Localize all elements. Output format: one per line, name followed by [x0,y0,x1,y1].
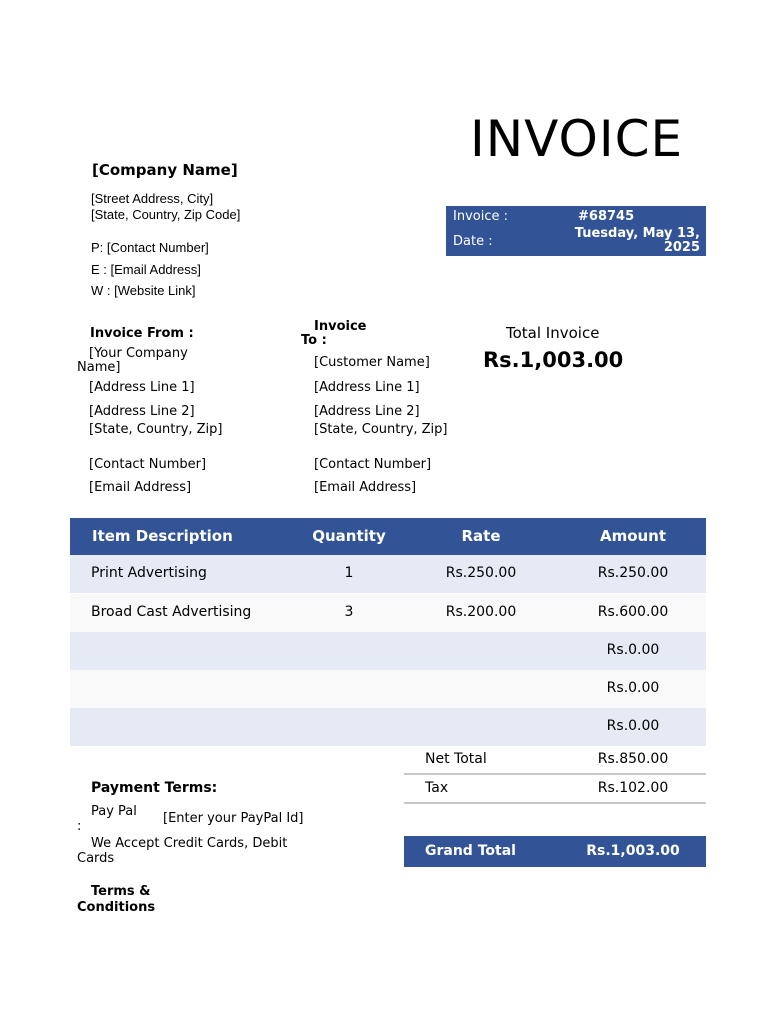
grand-total-bar [404,836,706,867]
header-amount: Amount [599,527,667,545]
row-rate: Rs.250.00 [445,565,517,581]
accepted-cards: We Accept Credit Cards, Debit Cards [77,836,288,866]
from-contact: [Contact Number] [89,457,207,472]
table-row [70,594,706,632]
invoice-number: #68745 [578,209,635,224]
to-address-line2: [Address Line 2] [314,404,420,419]
items-table-header [70,518,706,555]
invoice-to-heading: Invoice To : [301,319,367,348]
company-website: W : [Website Link] [91,283,196,298]
paypal-id: [Enter your PayPal Id] [163,811,304,826]
summary-divider [404,773,706,775]
company-street: [Street Address, City] [91,191,214,206]
total-invoice-amount: Rs.1,003.00 [483,348,624,372]
tax-value: Rs.102.00 [597,780,669,796]
net-total-value: Rs.850.00 [597,751,669,767]
invoice-title: INVOICE [470,110,684,168]
to-email: [Email Address] [314,480,417,495]
from-address-line2: [Address Line 2] [89,404,195,419]
row-amount: Rs.0.00 [606,680,660,696]
header-quantity: Quantity [312,527,386,545]
invoice-meta-box [446,206,706,256]
company-state: [State, Country, Zip Code] [91,207,241,222]
grand-total-label: Grand Total [425,843,516,859]
from-company: [Your Company Name] [77,346,188,375]
row-amount: Rs.600.00 [597,604,669,620]
payment-terms-heading: Payment Terms: [91,780,218,796]
row-description: Print Advertising [91,565,207,581]
from-address-line1: [Address Line 1] [89,380,195,395]
total-invoice-label: Total Invoice [506,324,600,342]
summary-divider [404,802,706,804]
row-description: Broad Cast Advertising [91,604,252,620]
row-amount: Rs.0.00 [606,642,660,658]
terms-and-conditions: Terms & Conditions [77,884,156,915]
from-state: [State, Country, Zip] [89,422,223,437]
tax-label: Tax [425,780,449,796]
to-address-line1: [Address Line 1] [314,380,420,395]
header-item-description: Item Description [92,527,233,545]
row-quantity: 3 [344,604,354,620]
invoice-number-label: Invoice : [453,209,508,224]
company-name: [Company Name] [92,161,238,179]
table-row [70,670,706,708]
invoice-date: Tuesday, May 13, 2025 [574,226,700,255]
grand-total-value: Rs.1,003.00 [586,843,680,859]
to-contact: [Contact Number] [314,457,432,472]
row-quantity: 1 [344,565,354,581]
table-row [70,632,706,670]
header-rate: Rate [461,527,501,545]
table-row [70,708,706,746]
company-email: E : [Email Address] [91,262,201,277]
invoice-date-label: Date : [453,234,493,249]
to-state: [State, Country, Zip] [314,422,448,437]
to-customer: [Customer Name] [314,355,430,370]
row-amount: Rs.0.00 [606,718,660,734]
net-total-label: Net Total [425,751,487,767]
invoice-from-heading: Invoice From : [90,326,194,341]
row-amount: Rs.250.00 [597,565,669,581]
row-rate: Rs.200.00 [445,604,517,620]
table-row [70,555,706,593]
company-phone: P: [Contact Number] [91,240,209,255]
from-email: [Email Address] [89,480,192,495]
paypal-label: Pay Pal : [77,804,137,834]
